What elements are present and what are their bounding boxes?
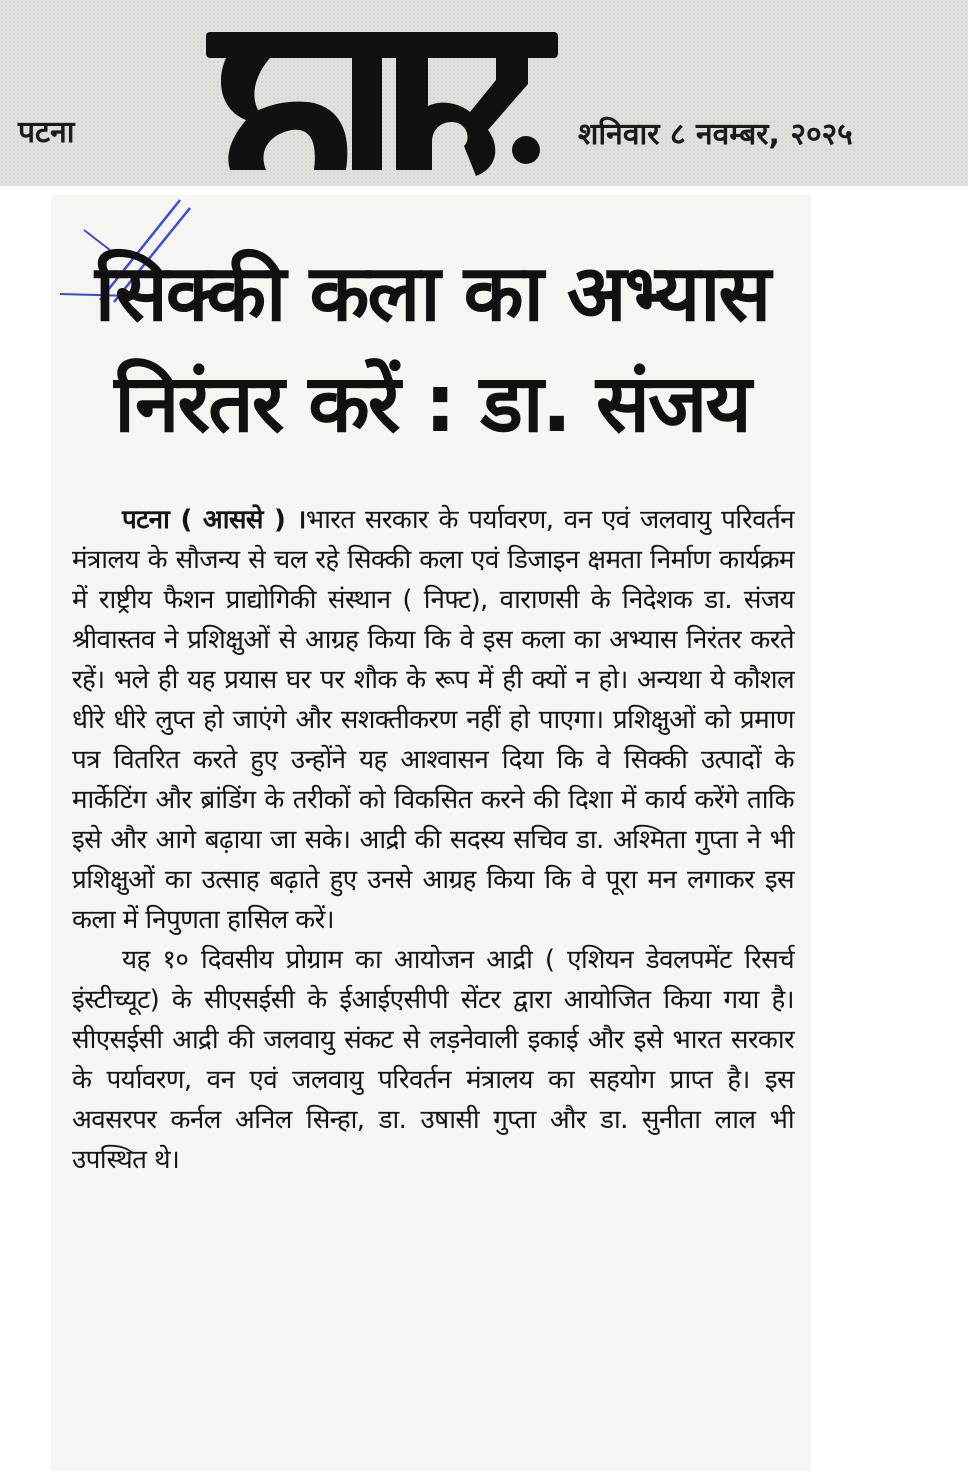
article-paragraph-2: यह १० दिवसीय प्रोग्राम का आयोजन आद्री ( एशियन डेवलपमेंट रिसर्च इंस्टीच्यूट) के सीएसईसी के ईआईएसीपी सेंटर द्वारा आयोजित किया गया है। सीएसईसी आद्री की जलवायु संकट से लड़नेवाली इकाई और इसे भारत सरकार के पर्यावरण, वन एवं जलवायु परिवर्तन मंत्रालय का सहयोग प्राप्त है। इस अवसरपर कर्नल अनिल सिन्हा, डा. उषासी गुप्ता और डा. सुनीता लाल भी उपस्थित थे।: [72, 945, 794, 1175]
masthead-city: पटना: [18, 115, 75, 150]
newspaper-logo: [196, 10, 566, 182]
dateline: पटना ( आससे ) ।: [122, 505, 306, 535]
article-body: [72, 500, 794, 1180]
logo-text: [196, 10, 566, 182]
masthead-date: शनिवार ८ नवम्बर, २०२५: [578, 117, 853, 152]
paragraph-1-text: भारत सरकार के पर्यावरण, वन एवं जलवायु परिवर्तन मंत्रालय के सौजन्य से चल रहे सिक्की कला एवं डिजाइन क्षमता निर्माण कार्यक्रम में राष्ट्रीय फैशन प्राद्योगिकी संस्थान ( निफ्ट), वाराणसी के निदेशक डा. संजय श्रीवास्तव ने प्रशिक्षुओं से आग्रह किया कि वे इस कला का अभ्यास निरंतर करते रहें। भले ही यह प्रयास घर पर शौक के रूप में ही क्यों न हो। अन्यथा ये कौशल धीरे धीरे लुप्त हो जाएंगे और सशक्तीकरण नहीं हो पाएगा। प्रशिक्षुओं को प्रमाण पत्र वितरित करते हुए उन्होंने यह आश्वासन दिया कि वे सिक्की उत्पादों के मार्केटिंग और ब्रांडिंग के तरीकों को विकसित करने की दिशा में कार्य करेंगे ताकि इसे और आगे बढ़ाया जा सके। आद्री की सदस्य सचिव डा. अश्मिता गुप्ता ने भी प्रशिक्षुओं का उत्साह बढ़ाते हुए उनसे आग्रह किया कि वे पूरा मन लगाकर इस कला में निपुणता हासिल करें।: [72, 505, 795, 935]
article-headline: [62, 240, 802, 460]
article-paragraph-1: [72, 500, 794, 940]
masthead: [0, 0, 968, 186]
headline-line-1: सिक्की कला का अभ्यास: [94, 249, 770, 339]
headline-line-2: निरंतर करें : डा. संजय: [114, 357, 750, 450]
